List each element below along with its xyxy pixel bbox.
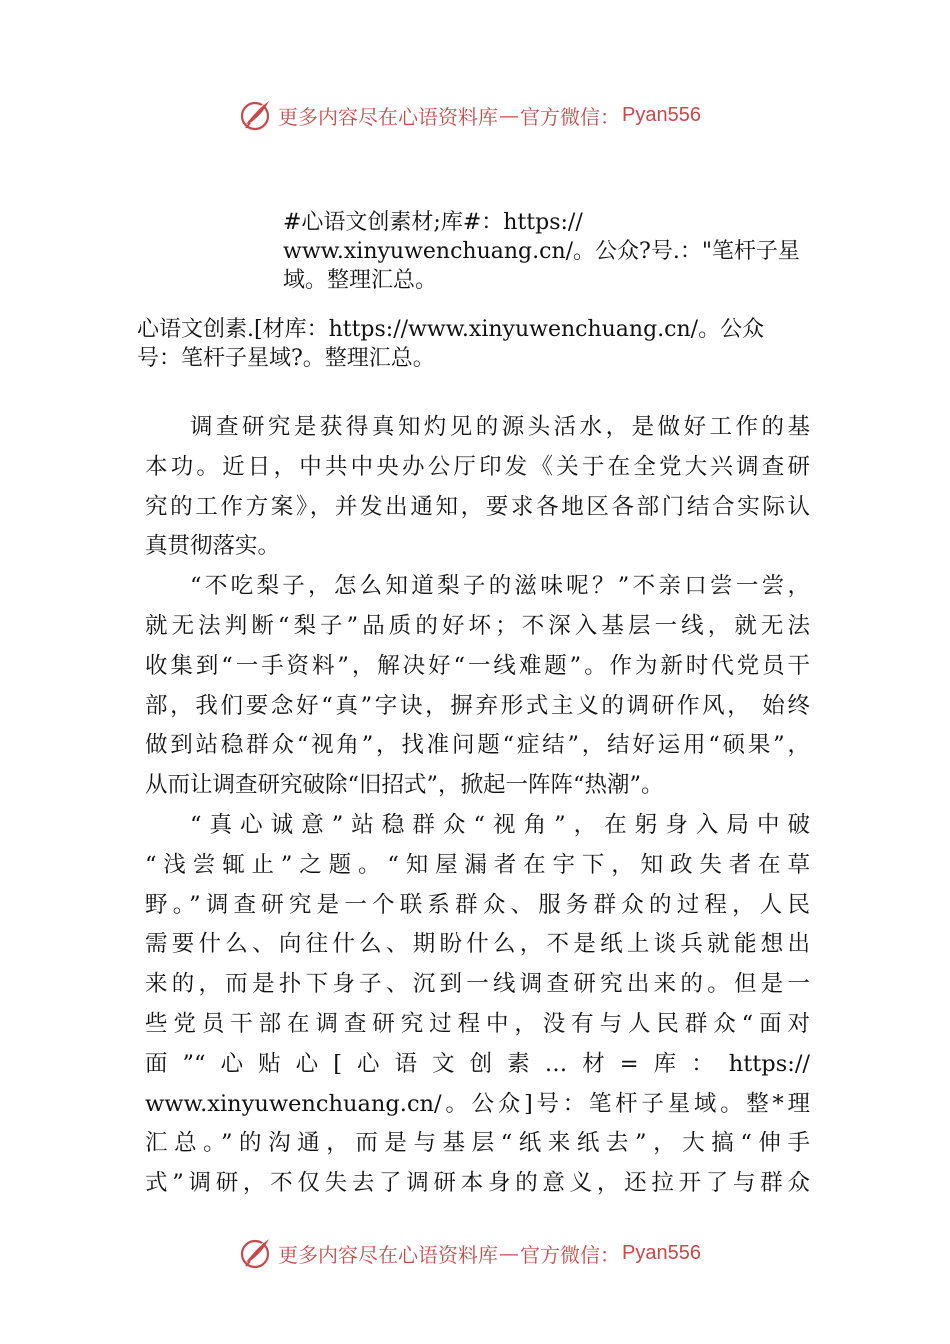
banner-separator: —	[499, 1241, 519, 1265]
source-note-1-line: #心语文创素材;库#：https://	[283, 210, 583, 235]
banner-wechat-id: Pyan556	[622, 103, 701, 126]
quill-pen-logo-icon	[238, 97, 274, 133]
banner-separator: —	[499, 103, 519, 127]
banner-wechat-id: Pyan556	[622, 1241, 701, 1264]
article-line: 调查研究是获得真知灼见的源头活水，是做好工作的基	[190, 414, 810, 440]
article-line: “真心诚意”站稳群众“视角”，在躬身入局中破	[190, 811, 810, 838]
article-line: 本功。近日，中共中央办公厅印发《关于在全党大兴调查研	[145, 453, 810, 480]
article-line: 真贯彻落实。	[145, 533, 281, 560]
article-line: “不吃梨子，怎么知道梨子的滋味呢？”不亲口尝一尝，	[190, 573, 810, 600]
banner-wechat-label: 官方微信：	[520, 104, 620, 129]
source-note-1-line: www.xinyuwenchuang.cn/。公众?号.："笔杆子星	[283, 239, 800, 264]
source-note-2	[137, 315, 837, 373]
article-line: 从而让调查研究破除“旧招式”，掀起一阵阵“热潮”。	[145, 772, 664, 799]
article-line: 究的工作方案》，并发出通知，要求各地区各部门结合实际认	[145, 493, 810, 520]
source-note-1	[283, 208, 843, 295]
article-line: 来的，而是扑下身子、沉到一线调查研究出来的。但是一	[145, 971, 810, 998]
header-banner	[238, 95, 701, 135]
article-line: “浅尝辄止”之题。“知屋漏者在宇下，知政失者在草	[145, 851, 810, 878]
article-line: 部，我们要念好“真”字诀，摒弃形式主义的调研作风， 始终	[145, 692, 810, 719]
article-line: 就无法判断“梨子”品质的好坏；不深入基层一线，就无法	[145, 612, 810, 639]
article-line: 面”“心贴心[心语文创素…材=库：https://	[145, 1050, 810, 1077]
article-line: 式”调研，不仅失去了调研本身的意义，还拉开了与群众	[145, 1170, 810, 1197]
source-note-1-line: 域。整理汇总。	[283, 268, 438, 293]
article-line: 收集到“一手资料”，解决好“一线难题”。作为新时代党员干	[145, 652, 810, 679]
article-line: 些党员干部在调查研究过程中，没有与人民群众“面对	[145, 1010, 810, 1037]
source-note-2-line: 心语文创素.[材库：https://www.xinyuwenchuang.cn/。公众	[137, 317, 765, 342]
banner-wechat-label: 官方微信：	[520, 1242, 620, 1267]
article-line: 汇总。”的沟通，而是与基层“纸来纸去”，大搞“伸手	[145, 1130, 810, 1157]
banner-brand-text: 更多内容尽在心语资料库	[278, 1242, 498, 1267]
banner-brand-text: 更多内容尽在心语资料库	[278, 104, 498, 129]
article-line: 做到站稳群众“视角”，找准问题“症结”，结好运用“硕果”，	[145, 732, 810, 759]
source-note-2-line: 号：笔杆子星域?。整理汇总。	[137, 346, 435, 371]
article-line: 野。”调查研究是一个联系群众、服务群众的过程，人民	[145, 891, 810, 918]
article-line: 需要什么、向往什么、期盼什么，不是纸上谈兵就能想出	[145, 931, 810, 958]
article-line: www.xinyuwenchuang.cn/。公众]号：笔杆子星域。整*理	[145, 1090, 810, 1117]
footer-banner	[238, 1233, 701, 1273]
article-body	[145, 408, 810, 1204]
quill-pen-logo-icon	[238, 1235, 274, 1271]
